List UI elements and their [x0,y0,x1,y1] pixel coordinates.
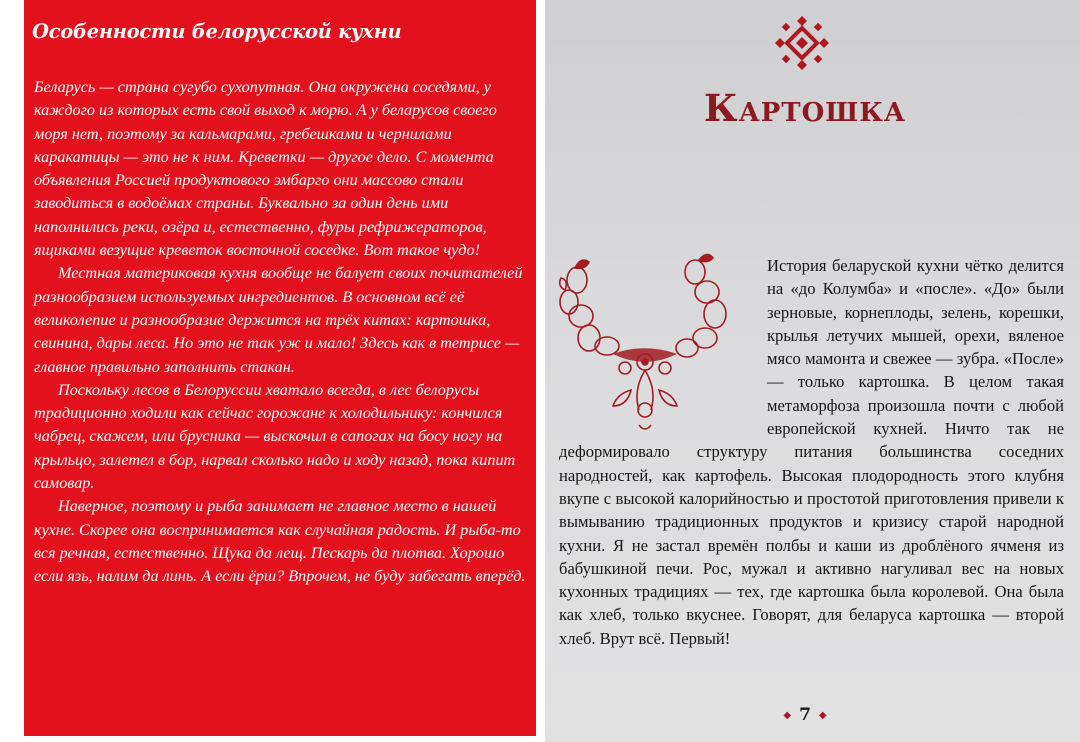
illustration-spacer [559,254,767,440]
left-paragraph-4: Наверное, поэтому и рыба занимает не главное место в нашей кухне. Скорее она воспринимается как случайная радость. И рыба-то вся речная, естественно. Щука да лещ. Пескарь да плотва. Хорошо если язь, налим да линь. А если ёрш? Впрочем, не буду забегать вперёд. [34,497,526,586]
left-page-title: Особенности белорусской кухни [32,20,402,43]
belarusian-ornament-icon [773,14,831,72]
right-paragraph: История беларуской кухни чётко делится на «до Колумба» и «после». «До» были зерновые, корнеплоды, зелень, корешки, крылья летучих мышей, орехи, вяленое мясо мамонта и свежее — зубра. «После» — только картошка. В целом такая метаморфоза произошла почти с любой европейской кухней. Ничто так не деформировало структуру питания большинства соседних народностей, как картофель. Высокая плодородность этого клубня вкупе с высокой калорийностью и простотой приготовления привели к вымыванию традиционных продуктов и кризису старой народной кухни. Я не застал времён полбы и каши из дроблёного ячменя из бабушкиной печи. Рос, мужал и активно нагуливал вес на новых кухонных традициях — тех, где картошка была королевой. Она была как хлеб, только вкуснее. Говорят, для беларуса картошка — второй хлеб. Врут всё. Первый! [559,256,1064,648]
right-page-body [559,254,1064,650]
page-number-label: 7 [799,705,811,725]
right-page [545,0,1080,742]
left-paragraph-2: Местная материковая кухня вообще не балует своих почитателей разнообразием используемых ингредиентов. В основном всё её великолепие и разнообразие держится на трёх китах: картошка, свинина, дары леса. Но это не так уж и мало! Здесь как в тетрисе — главное правильно заполнить стакан. [34,264,523,376]
left-page-body [34,76,532,589]
left-paragraph-1: Беларусь — страна сугубо сухопутная. Она окружена соседями, у каждого из которых есть свой выход к морю. А у беларусов своего моря нет, поэтому за кальмарами, гребешками и чернилами каракатицы — это не к ним. Креветки — другое дело. С момента объявления Россией продуктового эмбарго они массово стали заводиться в водоёмах страны. Буквально за один день ими наполнились реки, озёра и, естественно, фуры рефрижераторов, ящиками везущие креветок восточной соседке. Вот такое чудо! [34,78,497,260]
page-number [745,703,865,727]
diamond-icon: ◆ [818,709,827,721]
right-page-title: Картошка [703,86,907,130]
left-page [24,0,536,736]
left-paragraph-3: Поскольку лесов в Белоруссии хватало всегда, в лес белорусы традиционно ходили как сейчас горожане к холодильнику: кончился чабрец, скажем, или брусника — выскочил в сапогах на босу ногу на крыльцо, залетел в бор, нарвал сколько надо и ходу назад, пока кипит самовар. [34,380,516,493]
diamond-icon: ◆ [783,709,792,721]
